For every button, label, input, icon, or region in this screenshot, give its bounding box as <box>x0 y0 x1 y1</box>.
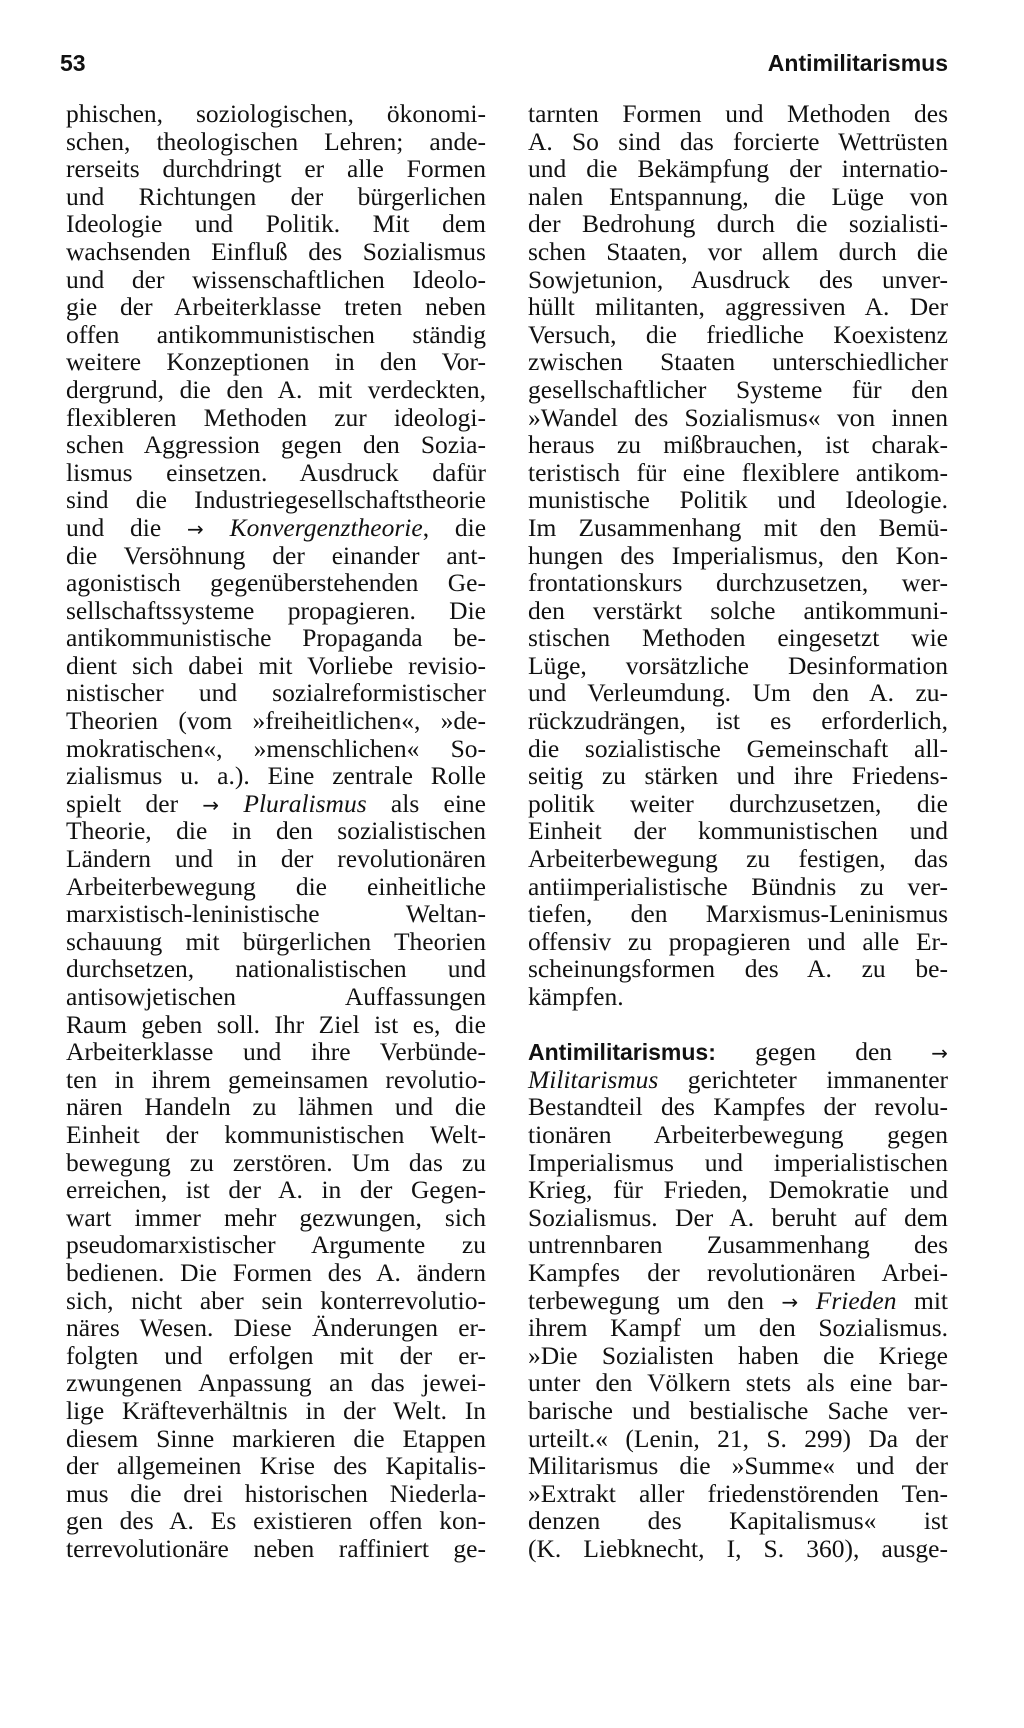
text-line: und der wissenschaftlichen Ideolo- <box>66 264 486 294</box>
text-line: Einheit der kommunistischen und <box>528 816 948 846</box>
cross-reference-arrow-icon: → <box>202 792 220 817</box>
text-line: sich, nicht aber sein konterrevolutio- <box>66 1285 486 1315</box>
text-line: schen, theologischen Lehren; ande- <box>66 126 486 156</box>
entry-text <box>528 1314 948 1562</box>
text-line: bedienen. Die Formen des A. ändern <box>66 1257 486 1287</box>
text-line <box>66 514 486 542</box>
text-line: hüllt militanten, aggressiven A. Der <box>528 292 948 322</box>
text-line: der Bedrohung durch die sozialisti- <box>528 209 948 239</box>
cross-reference-frieden[interactable]: Frieden <box>815 1285 897 1315</box>
text-line: heraus zu mißbrauchen, ist charak- <box>528 430 948 460</box>
text-line: Theorien (vom »freiheitlichen«, »de- <box>66 706 486 736</box>
entry-text <box>528 1093 948 1286</box>
text-line: mokratischen«, »menschlichen« So- <box>66 733 486 763</box>
text-line: antisowjetischen Auffassungen <box>66 982 486 1011</box>
text-line: antikommunistische Propaganda be- <box>66 623 486 653</box>
text-fragment: spielt der <box>66 788 203 818</box>
text-line: sind die Industriegesellschaftstheorie <box>66 485 486 515</box>
text-line: schen Aggression gegen den Sozia- <box>66 430 486 460</box>
text-line: tionären Arbeiterbewegung gegen <box>528 1119 948 1149</box>
text-line: urteilt.« (Lenin, 21, S. 299) Da der <box>528 1423 948 1453</box>
text-line: näres Wesen. Diese Änderungen er- <box>66 1313 486 1343</box>
cross-reference-arrow-icon: → <box>931 1041 948 1066</box>
text-line: terrevolutionäre neben raffiniert ge- <box>66 1533 486 1563</box>
text-line: tiefen, den Marxismus-Leninismus <box>528 899 948 929</box>
text-line: Sozialismus. Der A. beruht auf dem <box>528 1202 948 1232</box>
text-line: rerseits durchdringt er alle Formen <box>66 154 486 184</box>
text-line: teristisch für eine flexiblere antikom- <box>528 457 948 487</box>
text-line: Imperialismus und imperialistischen <box>528 1147 948 1177</box>
text-line: tarnten Formen und Methoden des <box>528 99 948 128</box>
text-line: Einheit der kommunistischen Welt- <box>66 1119 486 1149</box>
text-line: scheinungsformen des A. zu be- <box>528 954 948 984</box>
cross-reference-militarismus[interactable]: Militarismus <box>528 1064 659 1094</box>
text-line: offen antikommunistischen ständig <box>66 319 486 349</box>
entry-continuation <box>528 100 948 1011</box>
text-line: lismus einsetzen. Ausdruck dafür <box>66 457 486 487</box>
text-line: zwungenen Anpassung an das jewei- <box>66 1368 486 1398</box>
text-line: frontationskurs durchzusetzen, wer- <box>528 568 948 598</box>
text-line: kämpfen. <box>528 982 624 1011</box>
text-line: wachsenden Einfluß des Sozialismus <box>66 236 486 266</box>
text-line: Arbeiterklasse und ihre Verbünde- <box>66 1037 486 1067</box>
text-line: Ländern und in der revolutionären <box>66 844 486 874</box>
text-line: gie der Arbeiterklasse treten neben <box>66 292 486 322</box>
text-line: politik weiter durchzusetzen, die <box>528 788 948 818</box>
text-line: und Richtungen der bürgerlichen <box>66 181 486 211</box>
text-line: Lüge, vorsätzliche Desinformation <box>528 650 948 680</box>
text-line: seitig zu stärken und ihre Friedens- <box>528 761 948 791</box>
entry-antimilitarismus <box>528 1038 948 1562</box>
text-line: diesem Sinne markieren die Etappen <box>66 1423 486 1453</box>
text-line: marxistisch-leninistische Weltan- <box>66 899 486 929</box>
text-line: nalen Entspannung, die Lüge von <box>528 181 948 211</box>
text-line: wart immer mehr gezwungen, sich <box>66 1202 486 1232</box>
text-line: »Extrakt aller friedenstörenden Ten- <box>528 1478 948 1508</box>
entry-lemma: Antimilitarismus: <box>528 1039 716 1066</box>
text-line: Raum geben soll. Ihr Ziel ist es, die <box>66 1009 486 1039</box>
text-line: phischen, soziologischen, ökonomi- <box>66 99 486 128</box>
text-line: schauung mit bürgerlichen Theorien <box>66 926 486 956</box>
text-line: Im Zusammenhang mit den Bemü- <box>528 512 948 542</box>
text-line: unter den Völkern stets als eine bar- <box>528 1368 948 1398</box>
text-line: die sozialistische Gemeinschaft all- <box>528 733 948 763</box>
text-line: Krieg, für Frieden, Demokratie und <box>528 1175 948 1205</box>
text-line: zwischen Staaten unterschiedlicher <box>528 347 948 377</box>
text-line: Sowjetunion, Ausdruck des unver- <box>528 264 948 294</box>
text-line: flexibleren Methoden zur ideologi- <box>66 402 486 432</box>
text-line: mus die drei historischen Niederla- <box>66 1478 486 1508</box>
text-line: Versuch, die friedliche Koexistenz <box>528 319 948 349</box>
text-fragment: als eine <box>366 788 486 818</box>
text-line: Kampfes der revolutionären Arbei- <box>528 1257 948 1287</box>
text-line: dient sich dabei mit Vorliebe revisio- <box>66 650 486 680</box>
text-line: bewegung zu zerstören. Um das zu <box>66 1147 486 1177</box>
text-line: gen des A. Es existieren offen kon- <box>66 1506 486 1536</box>
page-number: 53 <box>60 50 86 76</box>
text-line: den verstärkt solche antikommuni- <box>528 595 948 625</box>
text-line: gesellschaftlicher Systeme für den <box>528 374 948 404</box>
cross-reference-arrow-icon: → <box>781 1289 799 1314</box>
text-line: folgten und erfolgen mit der er- <box>66 1340 486 1370</box>
text-line: dergrund, die den A. mit verdeckten, <box>66 374 486 404</box>
running-head: Antimilitarismus <box>767 50 948 76</box>
text-line: Arbeiterbewegung die einheitliche <box>66 871 486 901</box>
text-line: »Wandel des Sozialismus« von innen <box>528 402 948 432</box>
text-line: durchsetzen, nationalistischen und <box>66 954 486 984</box>
text-line: denzen des Kapitalismus« ist <box>528 1506 948 1536</box>
text-line: nären Handeln zu lähmen und die <box>66 1092 486 1122</box>
text-fragment: , die <box>422 512 487 542</box>
text-line: terbewegung um den → Frieden mit <box>528 1285 948 1315</box>
text-line: offensiv zu propagieren und alle Er- <box>528 926 948 956</box>
text-line: stischen Methoden eingesetzt wie <box>528 623 948 653</box>
text-line: untrennbaren Zusammenhang des <box>528 1230 948 1260</box>
page-header <box>60 50 948 90</box>
text-line: A. So sind das forcierte Wettrüsten <box>528 126 948 156</box>
cross-reference-link[interactable]: Pluralismus <box>243 788 367 818</box>
text-line: »Die Sozialisten haben die Kriege <box>528 1340 948 1370</box>
left-column <box>66 100 486 1562</box>
cross-reference-link[interactable]: Konvergenztheorie <box>229 512 423 542</box>
text-line: antiimperialistische Bündnis zu ver- <box>528 871 948 901</box>
text-line: agonistisch gegenüberstehenden Ge- <box>66 568 486 598</box>
text-line: Arbeiterbewegung zu festigen, das <box>528 844 948 874</box>
text-line: Ideologie und Politik. Mit dem <box>66 209 486 239</box>
text-line: schen Staaten, vor allem durch die <box>528 236 948 266</box>
text-line: nistischer und sozialreformistischer <box>66 678 486 708</box>
text-line: zialismus u. a.). Eine zentrale Rolle <box>66 761 486 791</box>
text-line: hungen des Imperialismus, den Kon- <box>528 540 948 570</box>
entry-gap <box>528 1011 948 1039</box>
text-fragment: und die <box>66 512 188 542</box>
text-line: weitere Konzeptionen in den Vor- <box>66 347 486 377</box>
cross-reference-arrow-icon: → <box>187 516 204 541</box>
text-line: munistische Politik und Ideologie. <box>528 485 948 515</box>
text-line: der allgemeinen Krise des Kapitalis- <box>66 1451 486 1481</box>
right-column <box>528 100 948 1562</box>
text-line: die Versöhnung der einander ant- <box>66 540 486 570</box>
text-line: Militarismus die »Summe« und der <box>528 1451 948 1481</box>
text-line: erreichen, ist der A. in der Gegen- <box>66 1175 486 1205</box>
text-line: und Verleumdung. Um den A. zu- <box>528 678 948 708</box>
text-line: Militarismus gerichteter immanenter <box>528 1064 948 1094</box>
text-line <box>66 790 486 818</box>
text-line: barische und bestialische Sache ver- <box>528 1395 948 1425</box>
text-line: und die Bekämpfung der internatio- <box>528 154 948 184</box>
text-line: sellschaftssysteme propagieren. Die <box>66 595 486 625</box>
entry-first-line: Antimilitarismus: gegen den → <box>528 1037 948 1067</box>
text-line: ten in ihrem gemeinsamen revolutio- <box>66 1064 486 1094</box>
text-line: Bestandteil des Kampfes der revolu- <box>528 1092 948 1122</box>
text-line: pseudomarxistischer Argumente zu <box>66 1230 486 1260</box>
text-line: lige Kräfteverhältnis in der Welt. In <box>66 1395 486 1425</box>
text-line: (K. Liebknecht, I, S. 360), ausge- <box>528 1533 948 1563</box>
text-line: ihrem Kampf um den Sozialismus. <box>528 1313 948 1343</box>
text-line: rückzudrängen, ist es erforderlich, <box>528 706 948 736</box>
text-line: Theorie, die in den sozialistischen <box>66 816 486 846</box>
